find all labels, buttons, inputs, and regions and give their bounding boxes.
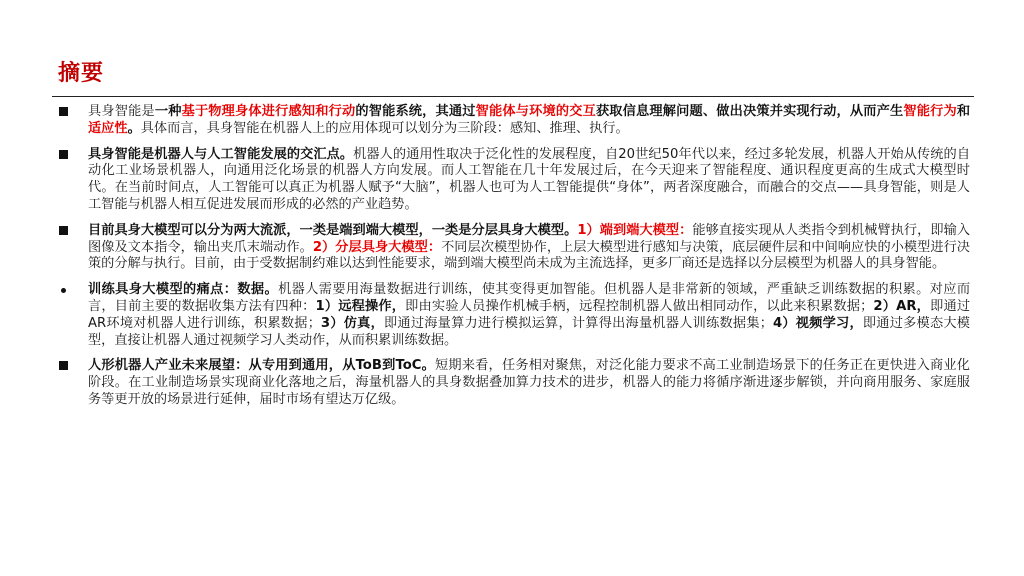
body-text: 不同层次模型协作，上层大模型进行感知与决策，底层硬件层和中间响应快的小模型进行决策的分解与执行。目前，由于受数据制约难以达到性能要求，端到端大模型尚未成为主流选择，更多厂商还是选择以分层模型为机器人的具身智能。 [88,239,970,272]
square-bullet-icon [59,150,68,159]
body-text: 即通过AR环境对机器人进行训练，积累数据； [88,298,971,331]
body-text: 机器人需要用海量数据进行训练，使其变得更加智能。但机器人是非常新的领域，严重缺乏训练数据的积累。对应而言，目前主要的数据收集方法有四种： [88,282,971,314]
list-item [58,358,970,408]
bold-text: 的智能系统，其通过 [355,104,476,119]
bold-text: 目前具身大模型可以分为两大流派，一类是端到端大模型，一类是分层具身大模型。 [88,222,578,238]
square-bullet-icon [59,361,68,370]
bold-text: 获取信息理解问题、做出决策并实现行动，从而产生 [595,104,904,119]
list-item [58,147,970,214]
list-item [58,104,970,138]
bold-text: 具身智能是机器人与人工智能发展的交汇点。 [88,146,354,162]
highlight-text: 基于物理身体进行感知和行动 [181,104,356,119]
body-text: 能够直接实现从人类指令到机械臂执行，即输入图像及文本指令，输出夹爪末端动作。 [88,222,971,255]
list-item [58,223,970,273]
highlight-text: 适应性 [88,120,128,136]
body-text: 即由实验人员操作机械手柄，远程控制机器人做出相同动作，以此来积累数据； [405,298,874,314]
square-bullet-icon [59,107,68,116]
title-divider [52,96,974,97]
body-text: 具体而言，具身智能在机器人上的应用体现可以划分为三阶段：感知、推理、执行。 [140,120,629,136]
bold-text: 。 [127,120,141,136]
page-title: 摘要 [58,61,105,86]
body-text: 即通过多模态大模型，直接让机器人通过视频学习人类动作，从而积累训练数据。 [88,315,970,348]
bold-text: 人形机器人产业未来展望：从专用到通用，从ToB到ToC。 [88,358,436,374]
body-text: 机器人的通用性取决于泛化性的发展程度，自20世纪50年代以来，经过多轮发展，机器人开始从传统的自动化工业场景机器人，向通用泛化场景的机器人方向发展。而人工智能在几十年发展过后，在今天迎来了智能程度、通识程度更高的生成式大模型时代。在当前时间点，人工智能可以真正为机器人赋予“大脑”，机器人也可为人工智能提供“身体”，两者深度融合，而融合的交点——具身智能，则是人工智能与机器人相互促进发展而形成的必然的产业趋势。 [88,146,971,212]
body-text: 具身智能是 [88,104,155,119]
bold-text: 4）视频学习， [772,315,863,331]
bold-text: 2）AR， [873,298,931,314]
body-text: 即通过海量算力进行模拟运算，计算得出海量机器人训练数据集； [384,315,773,331]
highlight-text: 智能体与环境的交互 [475,104,596,119]
summary-list [58,104,970,418]
list-item [58,282,970,349]
highlight-text: 智能行为 [903,104,957,119]
dot-bullet-icon [61,288,66,293]
highlight-text: 1）端到端大模型： [577,222,693,238]
bold-text: 1）远程操作， [315,298,406,314]
square-bullet-icon [59,226,68,235]
bold-text: 训练具身大模型的痛点：数据。 [88,282,279,298]
body-text: 短期来看，任务相对聚焦，对泛化能力要求不高工业制造场景下的任务正在更快进入商业化阶段。在工业制造场景实现商业化落地之后，海量机器人的具身数据叠加算力技术的进步，机器人的能力将循序渐进逐步解锁，并向商用服务、家庭服务等更开放的场景进行延伸，届时市场有望达万亿级。 [88,358,970,407]
bold-text: 和 [956,104,971,119]
bold-text: 一种 [154,104,182,119]
highlight-text: 2）分层具身大模型： [312,239,442,255]
bold-text: 3）仿真， [320,315,384,331]
